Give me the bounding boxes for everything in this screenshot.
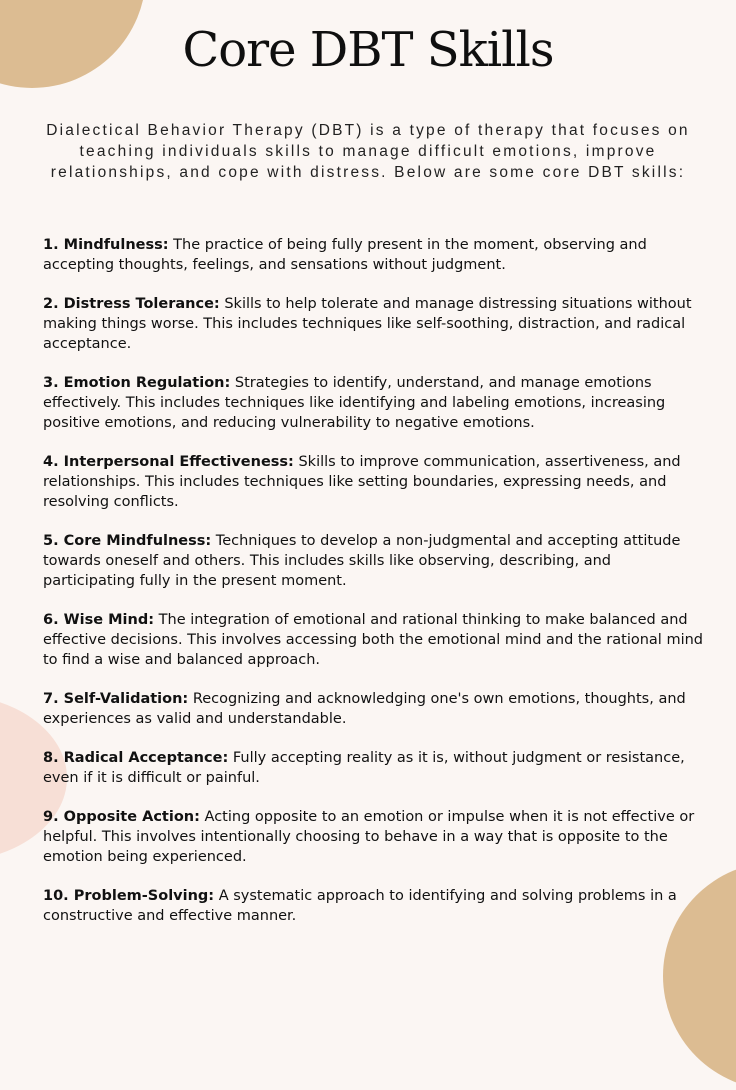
skill-title: 3. Emotion Regulation: [43, 375, 231, 391]
skill-title: 9. Opposite Action: [43, 809, 200, 825]
skill-item-opposite-action [43, 807, 703, 867]
intro-paragraph: Dialectical Behavior Therapy (DBT) is a type of therapy that focuses on teaching individuals skills to manage difficult emotions, improve relationships, and cope with distress. Below are some core DBT skills: [46, 122, 690, 181]
skill-description: Strategies to identify, understand, and manage emotions effectively. This includes techniques like identifying and labeling emotions, increasing positive emotions, and reducing vulnerability to negative emotions. [43, 375, 666, 431]
skill-title: 6. Wise Mind: [43, 612, 155, 628]
skill-title: 8. Radical Acceptance: [43, 750, 229, 766]
skill-title: 5. Core Mindfulness: [43, 533, 212, 549]
page-title: Core DBT Skills [182, 22, 554, 78]
skill-description: Techniques to develop a non-judgmental and accepting attitude towards oneself and others. This includes skills like observing, describing, and participating fully in the present moment. [43, 533, 681, 589]
skills-list [43, 235, 703, 945]
skill-item-radical-acceptance [43, 748, 703, 788]
skill-item-interpersonal-effectiveness [43, 452, 703, 512]
skill-item-distress-tolerance [43, 294, 703, 354]
skill-item-problem-solving [43, 886, 703, 926]
skill-description: Skills to improve communication, assertiveness, and relationships. This includes techniques like setting boundaries, expressing needs, and resolving conflicts. [43, 454, 681, 510]
skill-description: The practice of being fully present in the moment, observing and accepting thoughts, feelings, and sensations without judgment. [43, 237, 647, 273]
skill-item-self-validation [43, 689, 703, 729]
skill-item-wise-mind [43, 610, 703, 670]
skill-title: 4. Interpersonal Effectiveness: [43, 454, 294, 470]
skill-description: A systematic approach to identifying and solving problems in a constructive and effective manner. [43, 888, 677, 924]
skill-description: The integration of emotional and rational thinking to make balanced and effective decisions. This involves accessing both the emotional mind and the rational mind to find a wise and balanced approach. [43, 612, 703, 668]
skill-description: Fully accepting reality as it is, without judgment or resistance, even if it is difficult or painful. [43, 750, 685, 786]
skill-item-emotion-regulation [43, 373, 703, 433]
skill-description: Recognizing and acknowledging one's own emotions, thoughts, and experiences as valid and understandable. [43, 691, 686, 727]
skill-title: 10. Problem-Solving: [43, 888, 215, 904]
skill-title: 2. Distress Tolerance: [43, 296, 220, 312]
skill-title: 1. Mindfulness: [43, 237, 169, 253]
skill-item-mindfulness [43, 235, 703, 275]
skill-title: 7. Self-Validation: [43, 691, 189, 707]
skill-description: Acting opposite to an emotion or impulse when it is not effective or helpful. This involves intentionally choosing to behave in a way that is opposite to the emotion being experienced. [43, 809, 695, 865]
skill-item-core-mindfulness [43, 531, 703, 591]
skill-description: Skills to help tolerate and manage distressing situations without making things worse. This includes techniques like self-soothing, distraction, and radical acceptance. [43, 296, 692, 352]
